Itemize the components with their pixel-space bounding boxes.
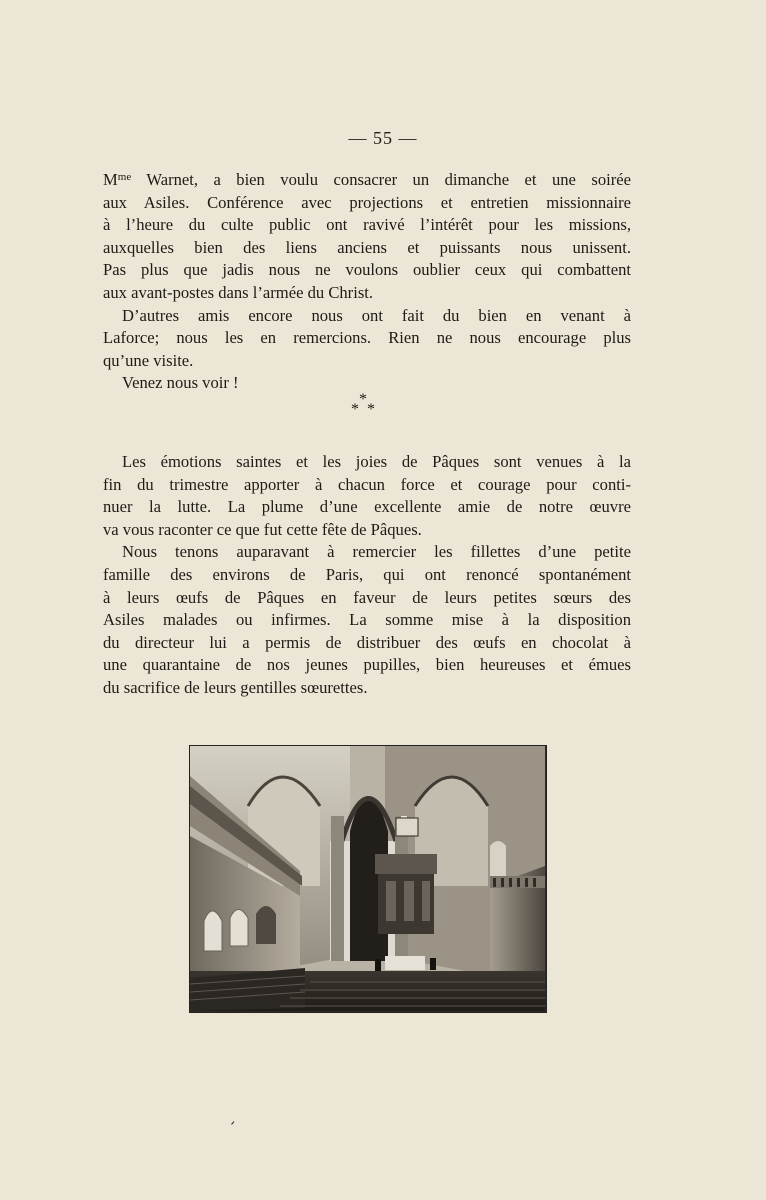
text-line: Les émotions saintes et les joies de Pâques sont venues à la — [122, 452, 631, 471]
text-line — [103, 166, 631, 192]
text-line: D’autres amis encore nous ont fait du bien en venant à — [122, 305, 631, 325]
asterism-star: * — [359, 391, 367, 408]
text-line: Asiles malades ou infirmes. La somme mise à la disposition — [103, 610, 631, 630]
text-line: qu’une visite. — [103, 350, 194, 370]
text-line: une quarantaine de nos jeunes pupilles, bien heureuses et émues — [103, 655, 631, 675]
text-line-prefix: M — [103, 170, 118, 189]
asterism-star: * — [351, 401, 359, 418]
text-line: du directeur lui a permis de distribuer des œufs en chocolat à — [103, 632, 631, 652]
text-line: aux avant-postes dans l’armée du Christ. — [103, 282, 374, 302]
text-line: va vous raconter ce que fut cette fête de Pâques. — [103, 519, 422, 539]
text-line: fin du trimestre apporter à chacun force et courage pour conti- — [103, 474, 631, 494]
paper-speck — [231, 1121, 235, 1125]
asterism-star: * — [367, 401, 375, 418]
text-line: à l’heure du culte public ont ravivé l’intérêt pour les missions, — [103, 215, 631, 235]
text-line-content: Warnet, a bien voulu consacrer un dimanche et une soirée — [131, 170, 631, 189]
text-line: Nous tenons auparavant à remercier les fillettes d’une petite — [122, 542, 631, 562]
text-line: Pas plus que jadis nous ne voulons oublier ceux qui combattent — [103, 260, 631, 280]
paragraph-block-missions — [103, 166, 631, 395]
page-number: — 55 — — [348, 128, 418, 148]
paragraph-block-paques — [103, 451, 631, 700]
text-line: aux Asiles. Conférence avec projections et entretien missionnaire — [103, 192, 631, 212]
asterism-separator — [340, 392, 390, 422]
text-line: Laforce; nous les en remercions. Rien ne nous encourage plus — [103, 328, 631, 348]
superscript-me: me — [117, 171, 132, 183]
text-line: Venez nous voir ! — [122, 373, 239, 393]
text-line: nuer la lutte. La plume d’une excellente amie de notre œuvre — [103, 497, 631, 517]
text-line: famille des environs de Paris, qui ont renoncé spontanément — [103, 564, 631, 584]
text-line: auxquelles bien des liens anciens et puissants nous unissent. — [103, 237, 631, 257]
text-line: du sacrifice de leurs gentilles sœurettes. — [103, 677, 368, 697]
church-interior-illustration — [190, 746, 545, 1011]
text-line: à leurs œufs de Pâques en faveur de leurs petites sœurs des — [103, 587, 631, 607]
church-interior-photo — [189, 745, 547, 1013]
